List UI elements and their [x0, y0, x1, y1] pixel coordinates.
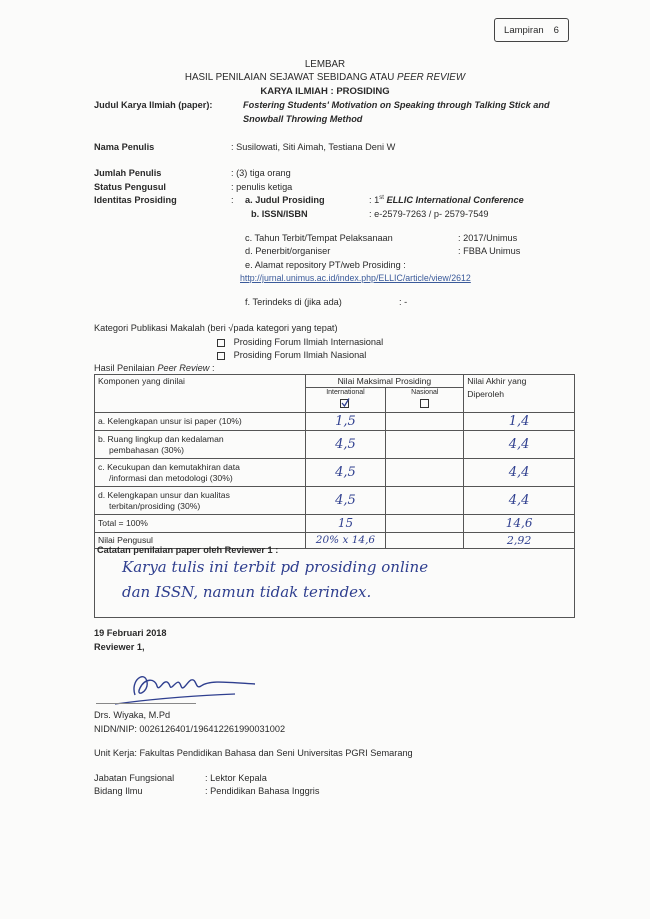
kategori-label: Kategori Publikasi Makalah (beri √pada kategori yang tepat) [94, 323, 338, 333]
row-int-value: 4,5 [305, 487, 386, 515]
row-nas-value [386, 412, 464, 431]
unit-kerja: Unit Kerja: Fakultas Pendidikan Bahasa dan Seni Universitas PGRI Semarang [94, 748, 413, 758]
row-nas-value [386, 487, 464, 515]
kategori-option-nasional [217, 350, 366, 360]
kategori-opt2-label: Prosiding Forum Ilmiah Nasional [233, 350, 367, 360]
header-nasional [386, 388, 464, 412]
identitas-label: Identitas Prosiding [94, 195, 177, 205]
score-table [94, 374, 575, 549]
judul-prosiding-label: a. Judul Prosiding [245, 195, 325, 205]
lampiran-label: Lampiran [504, 24, 544, 36]
kategori-option-internasional [217, 337, 383, 347]
jumlah-value: : (3) tiga orang [231, 168, 291, 178]
row-label: a. Kelengkapan unsur isi paper (10%) [95, 412, 306, 431]
header-international [305, 388, 386, 412]
nilai-label: Nilai Pengusul [95, 532, 306, 548]
header-nasional-label: Nasional [411, 389, 439, 397]
judul-prosiding-value [369, 195, 524, 205]
tahun-label: c. Tahun Terbit/Tempat Pelaksanaan [245, 233, 393, 243]
penerbit-label: d. Penerbit/organiser [245, 246, 331, 256]
catatan-handwritten-2: dan ISSN, namun tidak terindex. [122, 583, 372, 601]
table-row [95, 431, 575, 459]
header-nilai-akhir: Nilai Akhir yang [464, 375, 575, 388]
table-row [95, 412, 575, 431]
checked-checkbox-icon [309, 398, 383, 411]
title-lembar: LEMBAR [304, 59, 346, 70]
title-hasil-text: HASIL PENILAIAN SEJAWAT SEBIDANG ATAU [184, 72, 398, 83]
row-label-line1: b. Ruang lingkup dan kedalaman [98, 434, 224, 445]
reviewer-nidn: NIDN/NIP: 0026126401/196412261990031002 [94, 724, 286, 734]
hasil-label-text: Hasil Penilaian [94, 363, 158, 373]
table-header-row [95, 375, 575, 388]
row-final-value: 1,4 [464, 412, 575, 431]
row-final-value: 4,4 [464, 459, 575, 487]
row-label-line2: /informasi dan metodologi (30%) [109, 472, 233, 483]
hasil-label-peer: Peer Review [157, 363, 210, 373]
kategori-opt1-label: Prosiding Forum Ilmiah Internasional [233, 337, 384, 347]
catatan-handwritten-1: Karya tulis ini terbit pd prosiding online [122, 558, 429, 576]
row-label [95, 459, 306, 487]
reviewer-name: Drs. Wiyaka, M.Pd [94, 710, 171, 720]
row-label [95, 431, 306, 459]
checkbox-icon[interactable] [217, 352, 225, 360]
row-label [95, 487, 306, 515]
catatan-label: Catatan penilaian paper oleh Reviewer 1 : [97, 545, 279, 555]
date: 19 Februari 2018 [94, 628, 167, 638]
title-hasil [0, 72, 650, 83]
tahun-value: : 2017/Unimus [458, 233, 518, 243]
nilai-final-value: 2,92 [464, 532, 575, 548]
issn-value: : e-2579-7263 / p- 2579-7549 [369, 209, 489, 219]
row-nas-value [386, 431, 464, 459]
row-final-value: 4,4 [464, 487, 575, 515]
header-komponen: Komponen yang dinilai [95, 375, 306, 413]
hasil-label [94, 363, 215, 373]
catatan-box [94, 544, 575, 618]
header-international-label: International [326, 389, 365, 397]
judul-label: Judul Karya Ilmiah (paper): [94, 100, 213, 110]
jumlah-label: Jumlah Penulis [94, 168, 162, 178]
lampiran-number: 6 [553, 24, 559, 36]
repository-label: e. Alamat repository PT/web Prosiding : [245, 260, 406, 270]
checkbox-icon [389, 398, 460, 411]
penulis-label: Nama Penulis [94, 142, 155, 152]
row-final-value: 4,4 [464, 431, 575, 459]
title-peer-review: PEER REVIEW [397, 72, 466, 83]
bidang-label: Bidang Ilmu [94, 786, 143, 796]
bidang-value: : Pendidikan Bahasa Inggris [205, 786, 320, 796]
judul-value-1: Fostering Students' Motivation on Speaking through Talking Stick and [243, 100, 550, 110]
row-label-line2: terbitan/prosiding (30%) [109, 500, 201, 511]
terindeks-value: : - [399, 297, 408, 307]
identitas-colon: : [231, 195, 234, 205]
header-nilai-max: Nilai Maksimal Prosiding [305, 375, 464, 388]
row-label-line1: d. Kelengkapan unsur dan kualitas [98, 490, 230, 501]
jabatan-label: Jabatan Fungsional [94, 773, 175, 783]
penerbit-value: : FBBA Unimus [458, 246, 521, 256]
judul-prosiding-sup: st [379, 195, 384, 201]
penulis-value: : Susilowati, Siti Aimah, Testiana Deni W [231, 142, 396, 152]
total-nas-value [386, 515, 464, 532]
row-int-value: 1,5 [305, 412, 386, 431]
total-int-value: 15 [305, 515, 386, 532]
row-label-line1: c. Kecukupan dan kemutakhiran data [98, 462, 240, 473]
judul-prosiding-post: ELLIC International Conference [383, 195, 524, 206]
checkbox-icon[interactable] [217, 339, 225, 347]
title-karya: KARYA ILMIAH : PROSIDING [260, 86, 390, 97]
nilai-int-value: 20% x 14,6 [305, 532, 386, 548]
terindeks-label: f. Terindeks di (jika ada) [245, 297, 342, 307]
jabatan-value: : Lektor Kepala [205, 773, 267, 783]
row-int-value: 4,5 [305, 431, 386, 459]
hasil-label-colon: : [209, 363, 215, 373]
header-diperoleh: Diperoleh [464, 388, 575, 412]
table-total-row [95, 515, 575, 532]
judul-value-2: Snowball Throwing Method [243, 114, 363, 124]
lampiran-box [494, 18, 569, 42]
status-label: Status Pengusul [94, 182, 166, 192]
table-row [95, 487, 575, 515]
row-label-line2: pembahasan (30%) [109, 444, 185, 455]
row-nas-value [386, 459, 464, 487]
table-row [95, 459, 575, 487]
issn-label: b. ISSN/ISBN [251, 209, 308, 219]
judul-prosiding-pre: : 1 [369, 195, 380, 206]
total-label: Total = 100% [95, 515, 306, 532]
reviewer-label: Reviewer 1, [94, 642, 145, 652]
signature-line [96, 703, 196, 704]
row-int-value: 4,5 [305, 459, 386, 487]
repository-link[interactable]: http://jurnal.unimus.ac.id/index.php/ELLIC/article/view/2612 [240, 273, 471, 283]
status-value: : penulis ketiga [231, 182, 293, 192]
total-final-value: 14,6 [464, 515, 575, 532]
